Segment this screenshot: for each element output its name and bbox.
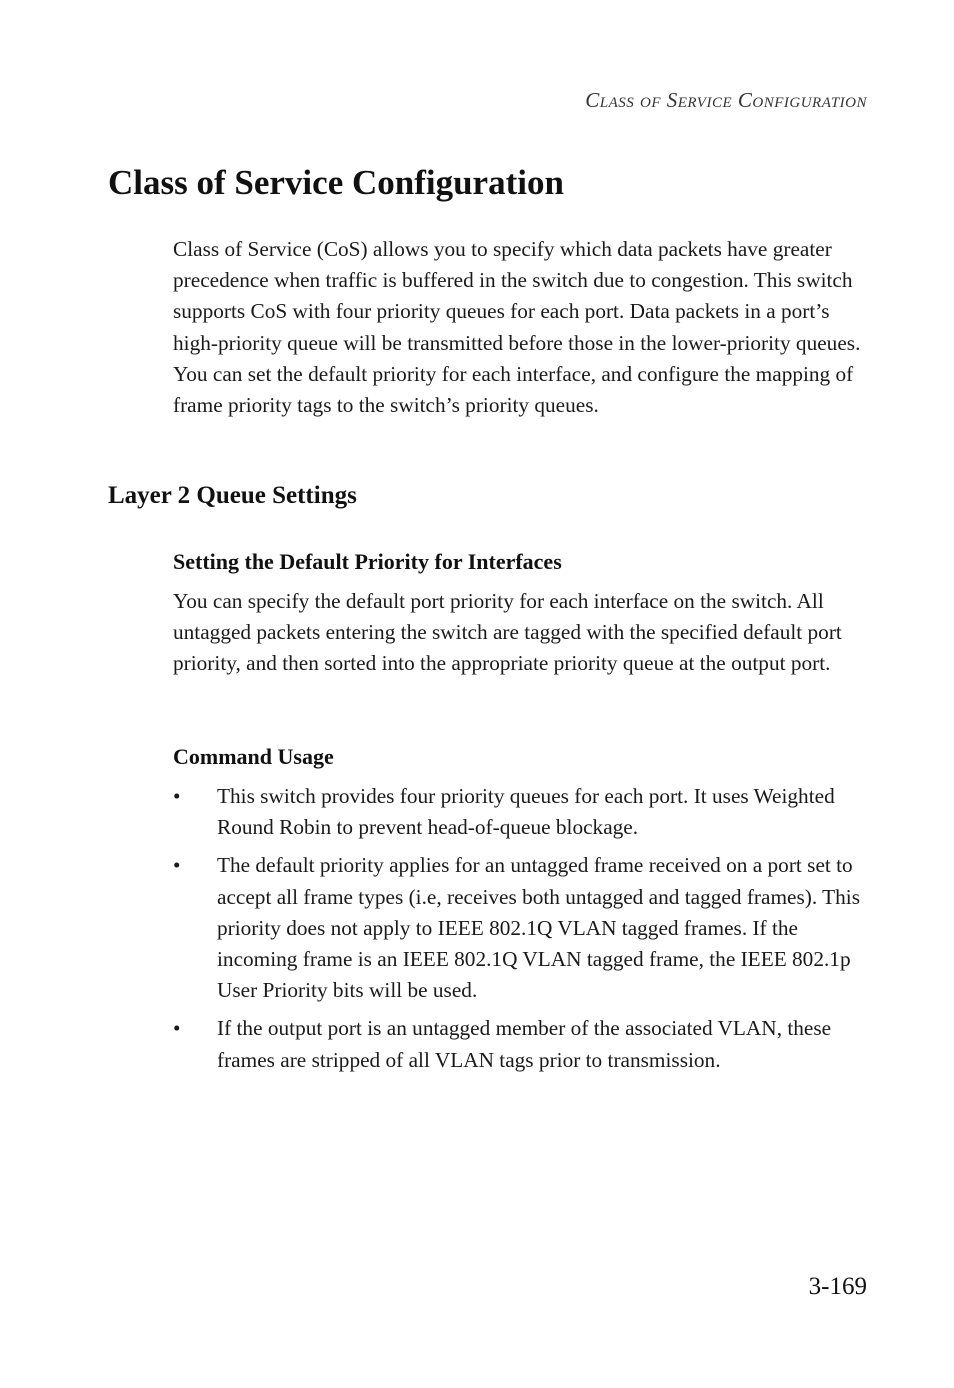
bullet-icon: • [173,1016,181,1041]
list-item-text: The default priority applies for an untagged frame received on a port set to accept all frame types (i.e, receives both untagged and tagged frames). This priority does not apply to IEEE 802.1Q VLAN tagged frames. If the incoming frame is an IEEE 802.1Q VLAN tagged frame, the IEEE 802.1p User Priority bits will be used. [217,853,860,1003]
running-header: Class of Service Configuration [585,88,867,112]
page-title: Class of Service Configuration [108,163,564,202]
bullet-icon: • [173,853,181,878]
list-item-text: This switch provides four priority queues for each port. It uses Weighted Round Robin to prevent head-of-queue blockage. [217,784,835,840]
command-usage-heading: Command Usage [173,744,334,769]
list-item-text: If the output port is an untagged member of the associated VLAN, these frames are stripped of all VLAN tags prior to transmission. [217,1016,832,1072]
list-item [173,1013,873,1075]
command-usage-list [173,781,873,1083]
section-title: Layer 2 Queue Settings [108,482,357,509]
page-number: 3-169 [808,1273,867,1300]
default-priority-heading: Setting the Default Priority for Interfaces [173,549,562,574]
list-item [173,781,873,843]
default-priority-paragraph: You can specify the default port priority for each interface on the switch. All untagged packets entering the switch are tagged with the specified default port priority, and then sorted into the appropriate priority queue at the output port. [173,589,842,676]
intro-paragraph: Class of Service (CoS) allows you to specify which data packets have greater precedence when traffic is buffered in the switch due to congestion. This switch supports CoS with four priority queues for each port. Data packets in a port’s high-priority queue will be transmitted before those in the lower-priority queues. You can set the default priority for each interface, and configure the mapping of frame priority tags to the switch’s priority queues. [173,237,861,418]
list-item [173,850,873,1006]
bullet-icon: • [173,784,181,808]
